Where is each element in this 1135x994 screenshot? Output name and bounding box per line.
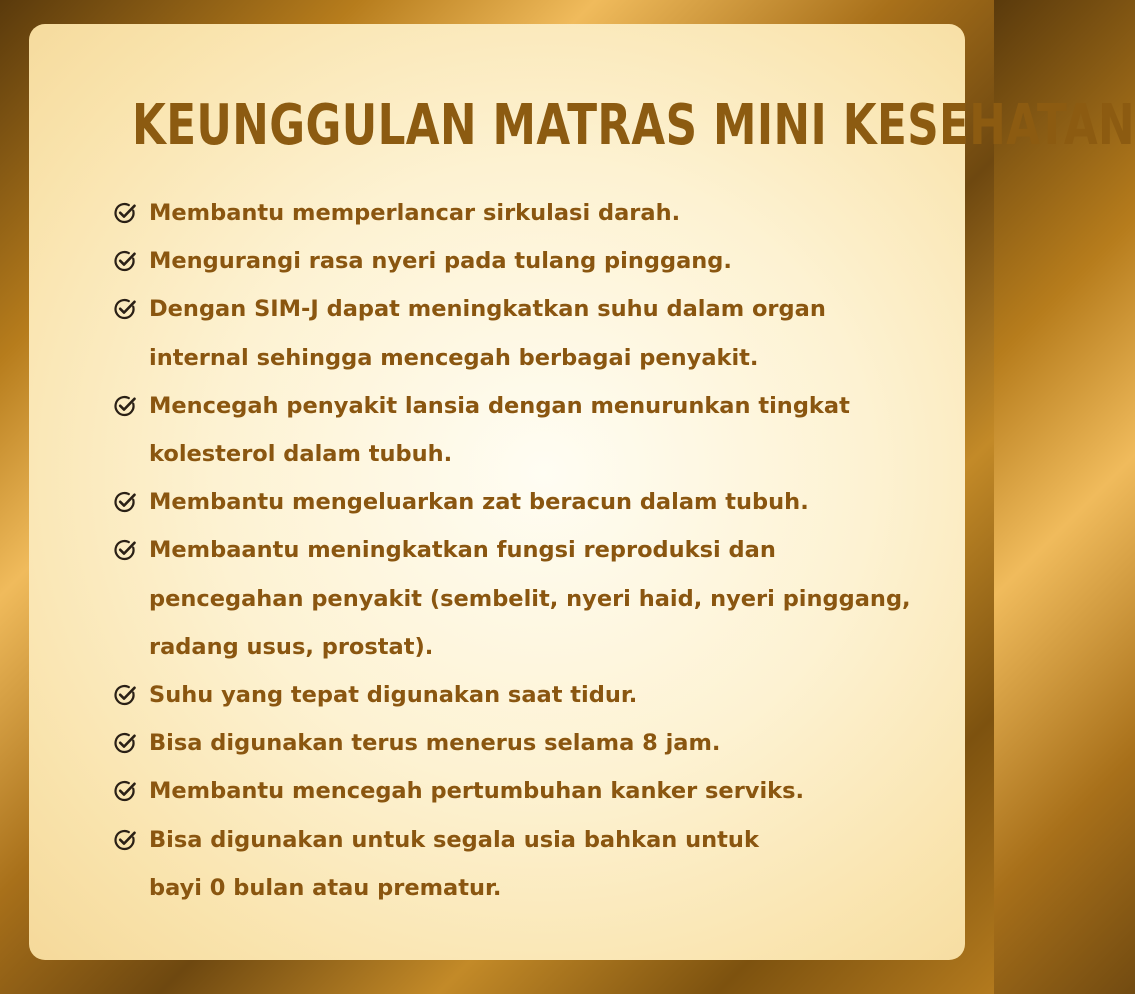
benefit-list [113,189,933,912]
page-title: KEUNGGULAN MATRAS MINI KESEHATAN [131,93,1135,158]
check-circle-icon [113,201,137,225]
check-circle-icon [113,779,137,803]
check-circle-icon [113,394,137,418]
check-circle-icon [113,297,137,321]
benefit-text-line: pencegahan penyakit (sembelit, nyeri haid, nyeri pinggang, [149,585,911,612]
benefit-text-line: Mengurangi rasa nyeri pada tulang pinggang. [149,248,732,275]
benefit-text-line: Suhu yang tepat digunakan saat tidur. [149,682,638,709]
benefit-text-line: Membantu mengeluarkan zat beracun dalam tubuh. [149,489,809,516]
benefit-item [113,189,933,237]
benefit-item [113,237,933,285]
check-circle-icon [113,538,137,562]
benefit-item [113,526,933,671]
benefit-text-line: bayi 0 bulan atau prematur. [149,874,502,901]
check-circle-icon [113,828,137,852]
benefit-text-line: Bisa digunakan terus menerus selama 8 jam. [149,730,721,757]
benefit-text-line: kolesterol dalam tubuh. [149,441,453,468]
benefit-text-line: Mencegah penyakit lansia dengan menurunkan tingkat [149,392,850,419]
benefit-text-line: Membaantu meningkatkan fungsi reproduksi dan [149,537,776,564]
check-circle-icon [113,683,137,707]
benefit-item [113,382,933,478]
benefit-item [113,767,933,815]
benefit-text-line: Membantu mencegah pertumbuhan kanker serviks. [149,778,805,805]
benefit-text-line: Dengan SIM-J dapat meningkatkan suhu dalam organ [149,296,826,323]
benefit-text-line: Bisa digunakan untuk segala usia bahkan untuk [149,826,759,853]
benefit-item [113,816,933,912]
benefit-item [113,719,933,767]
benefit-text-line: internal sehingga mencegah berbagai penyakit. [149,344,759,371]
benefit-item [113,285,933,381]
check-circle-icon [113,249,137,273]
content-panel [29,24,1135,960]
check-circle-icon [113,731,137,755]
check-circle-icon [113,490,137,514]
benefit-text-line: Membantu memperlancar sirkulasi darah. [149,200,681,226]
benefit-text-line: radang usus, prostat). [149,633,434,660]
benefit-item [113,478,933,526]
benefit-item [113,671,933,719]
